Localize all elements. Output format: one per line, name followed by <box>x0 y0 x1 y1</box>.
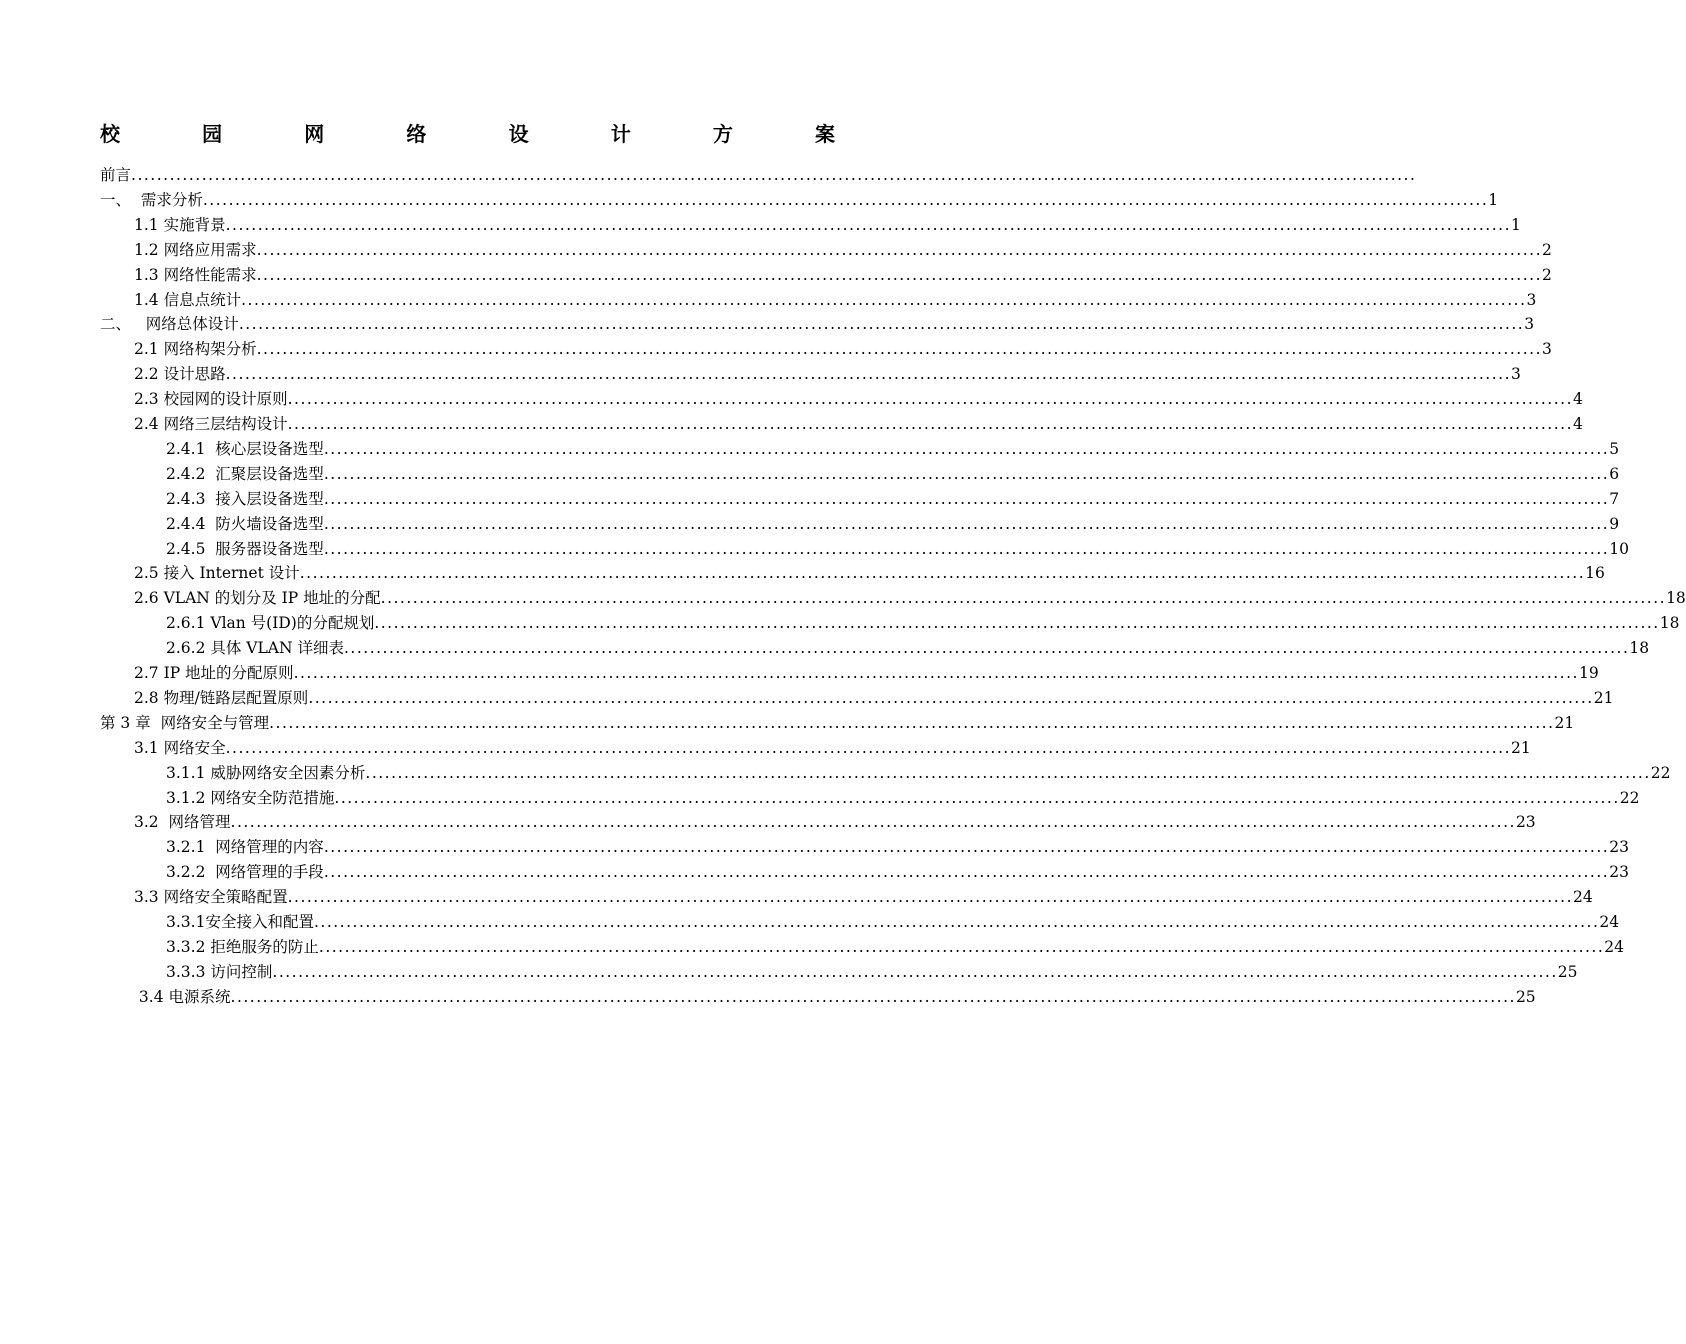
toc-entry[interactable] <box>134 387 1583 412</box>
toc-entry-page-number: 24 <box>1604 937 1625 956</box>
toc-entry[interactable] <box>134 238 1552 263</box>
toc-entry-number: 2.4.2 <box>166 464 216 483</box>
toc-entry[interactable] <box>134 686 1614 711</box>
toc-entry-page-number: 18 <box>1666 589 1686 608</box>
title-char: 络 <box>406 122 427 146</box>
toc-entry[interactable] <box>166 611 1680 636</box>
toc-entry-title: Vlan 号(ID)的分配规划 <box>210 614 375 633</box>
toc-entry-title: 物理/链路层配置原则 <box>163 688 309 707</box>
toc-entry-title: 具体 VLAN 详细表 <box>210 639 344 658</box>
toc-entry-number: 3.1.2 <box>166 788 211 807</box>
toc-entry-number: 1.2 <box>134 240 164 259</box>
toc-entry-number: 2.4 <box>134 415 164 433</box>
toc-entry-page-number: 22 <box>1619 788 1640 807</box>
toc-entry-number: 3.1.1 <box>166 763 211 782</box>
toc-entry[interactable] <box>134 288 1537 313</box>
toc-entry-page-number: 23 <box>1609 838 1629 857</box>
toc-entry[interactable] <box>134 586 1686 611</box>
toc-entry-page-number: 9 <box>1609 514 1620 533</box>
toc-entry[interactable] <box>134 810 1536 835</box>
toc-entry-title: VLAN 的划分及 IP 地址的分配 <box>163 589 381 608</box>
toc-entry-number: 2.3 <box>134 390 164 409</box>
toc-entry-title: IP 地址的分配原则 <box>163 664 294 682</box>
toc-entry-title: 网络三层结构设计 <box>163 415 288 433</box>
toc-leader-dots: ........................................................................................................................................................................................................ <box>238 315 1525 334</box>
toc-entry[interactable] <box>134 362 1521 387</box>
toc-entry[interactable] <box>100 711 1575 736</box>
toc-entry-number: 2.4.5 <box>166 539 216 558</box>
toc-entry-page-number: 3 <box>1542 340 1552 359</box>
toc-entry-title: 汇聚层设备选型 <box>215 464 324 483</box>
toc-entry-page-number: 21 <box>1554 713 1575 732</box>
toc-entry-number: 第 3 章 <box>100 713 161 732</box>
toc-entry-page-number: 4 <box>1573 415 1583 433</box>
toc-entry-number: 2.4.4 <box>166 514 216 533</box>
toc-entry-title: 网络管理 <box>168 813 231 832</box>
toc-leader-dots: ........................................................................................................................................................................................................ <box>256 240 1542 259</box>
toc-leader-dots: ........................................................................................................................................................................................................ <box>269 713 1555 732</box>
toc-leader-dots: ........................................................................................................................................................................................................ <box>323 838 1610 857</box>
toc-entry[interactable] <box>166 960 1578 985</box>
toc-entry-title: 校园网的设计原则 <box>163 390 288 409</box>
toc-entry-number: 3.3.3 <box>166 962 211 981</box>
toc-entry-number: 2.4.1 <box>166 439 216 458</box>
toc-entry-number: 2.6 <box>134 589 164 608</box>
toc-entry-title: 网络安全策略配置 <box>163 888 288 907</box>
toc-entry-number: 2.6.1 <box>166 614 211 633</box>
toc-leader-dots: ........................................................................................................................................................................................................ <box>334 788 1620 807</box>
toc-leader-dots: ........................................................................................................................................................................................................ <box>241 290 1527 309</box>
toc-entry-page-number: 16 <box>1585 564 1605 583</box>
toc-leader-dots: ........................................................................................................................................................................................................ <box>299 564 1586 583</box>
toc-entry[interactable] <box>166 935 1625 960</box>
toc-leader-dots: ........................................................................................................................................................................................................ <box>293 664 1579 682</box>
toc-leader-dots: ........................................................................................................................................................................................................ <box>323 464 1610 483</box>
toc-entry-page-number: 19 <box>1578 664 1599 682</box>
toc-entry-title: 拒绝服务的防止 <box>210 937 319 956</box>
toc-entry-page-number: 2 <box>1542 240 1552 259</box>
toc-entry-title: 网络构架分析 <box>163 340 257 359</box>
toc-entry-page-number: 1 <box>1511 215 1521 234</box>
toc-entry-page-number: 24 <box>1599 913 1620 931</box>
toc-entry-title: 网络安全防范措施 <box>210 788 335 807</box>
toc-entry[interactable] <box>134 213 1521 238</box>
toc-entry[interactable] <box>134 263 1552 288</box>
toc-entry-title: 核心层设备选型 <box>215 439 324 458</box>
toc-leader-dots: ........................................................................................................................................................................................................ <box>287 390 1573 409</box>
toc-entry-page-number: 25 <box>1557 962 1578 981</box>
toc-entry[interactable] <box>100 188 1499 213</box>
toc-entry[interactable] <box>134 412 1583 437</box>
title-char: 案 <box>814 122 835 146</box>
toc-entry-page-number: 3 <box>1511 365 1521 384</box>
toc-leader-dots: ........................................................................................................................................................................................................ <box>323 489 1610 508</box>
toc-entry-title: 网络安全与管理 <box>160 713 270 732</box>
toc-entry[interactable] <box>100 163 1417 188</box>
toc-entry-title: 网络性能需求 <box>163 265 257 284</box>
toc-entry-page-number: 23 <box>1609 863 1629 882</box>
toc-entry-number: 一、 <box>100 190 132 209</box>
toc-entry-title: 信息点统计 <box>163 290 242 309</box>
toc-entry[interactable] <box>134 661 1599 686</box>
toc-entry-title: 电源系统 <box>168 987 231 1006</box>
toc-entry[interactable] <box>166 512 1620 537</box>
toc-entry-title: 网络应用需求 <box>163 240 257 259</box>
toc-entry[interactable] <box>166 860 1629 885</box>
toc-entry-number: 2.1 <box>134 340 164 359</box>
toc-leader-dots: ........................................................................................................................................................................................................ <box>308 688 1594 707</box>
toc-leader-dots: ........................................................................................................................................................................................................ <box>318 937 1605 956</box>
toc-entry-title: 服务器设备选型 <box>215 539 324 558</box>
toc-entry-page-number: 10 <box>1609 539 1629 558</box>
toc-entry-title: 网络总体设计 <box>131 315 239 334</box>
toc-entry-page-number: 18 <box>1659 614 1680 633</box>
toc-entry-number: 2.8 <box>134 688 164 707</box>
title-char: 园 <box>202 122 223 146</box>
toc-entry[interactable] <box>134 885 1593 910</box>
title-char: 设 <box>508 122 529 146</box>
toc-entry-number: 3.4 <box>134 987 169 1006</box>
toc-entry-title: 访问控制 <box>210 962 273 981</box>
toc-leader-dots: ........................................................................................................................................................................................................ <box>225 215 1511 234</box>
toc-entry-number: 2.4.3 <box>166 489 216 508</box>
toc-entry-title: 安全接入和配置 <box>205 913 314 931</box>
toc-entry-number: 前言 <box>100 166 132 184</box>
toc-leader-dots: ........................................................................................................................................................................................................ <box>131 166 1417 184</box>
toc-entry-page-number: 24 <box>1573 888 1593 907</box>
toc-entry-page-number: 6 <box>1609 464 1620 483</box>
toc-entry-page-number: 5 <box>1609 439 1620 458</box>
toc-entry-number: 1.1 <box>134 215 164 234</box>
toc-entry-page-number: 7 <box>1609 489 1620 508</box>
toc-entry-title: 网络管理的手段 <box>215 863 324 882</box>
title-char: 计 <box>610 122 631 146</box>
toc-entry[interactable] <box>134 985 1536 1010</box>
toc-entry-title: 实施背景 <box>163 215 226 234</box>
toc-entry-page-number: 22 <box>1650 763 1671 782</box>
toc-entry-page-number: 25 <box>1515 987 1536 1006</box>
toc-leader-dots: ........................................................................................................................................................................................................ <box>272 962 1558 981</box>
toc-entry-page-number: 3 <box>1526 290 1537 309</box>
toc-entry-number: 3.3 <box>134 888 164 907</box>
toc-entry[interactable] <box>166 910 1620 935</box>
toc-leader-dots: ........................................................................................................................................................................................................ <box>323 514 1610 533</box>
toc-entry-page-number: 18 <box>1629 639 1650 658</box>
toc-leader-dots: ........................................................................................................................................................................................................ <box>230 813 1516 832</box>
toc-entry-number: 2.5 <box>134 564 164 583</box>
toc-leader-dots: ........................................................................................................................................................................................................ <box>374 614 1660 633</box>
toc-leader-dots: ........................................................................................................................................................................................................ <box>313 913 1600 931</box>
toc-entry-number: 3.3.1 <box>166 913 206 931</box>
toc-entry[interactable] <box>134 736 1531 761</box>
toc-leader-dots: ........................................................................................................................................................................................................ <box>202 190 1489 209</box>
toc-entry-title: 接入 Internet 设计 <box>163 564 300 583</box>
toc-entry-number: 3.2.2 <box>166 863 216 882</box>
toc-entry-title: 防火墙设备选型 <box>215 514 324 533</box>
toc-entry[interactable] <box>166 537 1629 562</box>
toc-entry-page-number: 21 <box>1593 688 1614 707</box>
title-char: 校 <box>100 122 120 146</box>
toc-entry-number: 1.3 <box>134 265 164 284</box>
toc-leader-dots: ........................................................................................................................................................................................................ <box>323 439 1610 458</box>
title-char: 网 <box>304 122 325 146</box>
toc-entry-page-number: 1 <box>1488 190 1499 209</box>
toc-entry-page-number: 4 <box>1573 390 1583 409</box>
toc-entry-page-number: 2 <box>1542 265 1552 284</box>
toc-entry-number: 二、 <box>100 315 132 334</box>
toc-entry-title: 设计思路 <box>163 365 226 384</box>
toc-entry[interactable] <box>134 337 1552 362</box>
toc-entry-number: 3.2.1 <box>166 838 216 857</box>
toc-entry-title: 接入层设备选型 <box>215 489 324 508</box>
toc-entry-number: 2.2 <box>134 365 164 384</box>
toc-entry-title: 需求分析 <box>131 190 203 209</box>
toc-entry-number: 3.1 <box>134 738 164 757</box>
toc-leader-dots: ........................................................................................................................................................................................................ <box>287 415 1573 433</box>
toc-entry[interactable] <box>166 636 1650 661</box>
toc-leader-dots: ........................................................................................................................................................................................................ <box>323 863 1610 882</box>
toc-leader-dots: ........................................................................................................................................................................................................ <box>323 539 1610 558</box>
toc-leader-dots: ........................................................................................................................................................................................................ <box>380 589 1667 608</box>
toc-entry[interactable] <box>134 561 1605 586</box>
toc-entry[interactable] <box>100 312 1535 337</box>
document-title <box>100 121 835 147</box>
toc-leader-dots: ........................................................................................................................................................................................................ <box>256 340 1542 359</box>
toc-entry[interactable] <box>166 462 1620 487</box>
toc-leader-dots: ........................................................................................................................................................................................................ <box>365 763 1651 782</box>
toc-entry-number: 3.3.2 <box>166 937 211 956</box>
toc-entry[interactable] <box>166 835 1629 860</box>
toc-entry-number: 1.4 <box>134 290 164 309</box>
toc-entry-title: 网络安全 <box>163 738 226 757</box>
toc-leader-dots: ........................................................................................................................................................................................................ <box>225 365 1511 384</box>
toc-entry-number: 3.2 <box>134 813 169 832</box>
toc-leader-dots: ........................................................................................................................................................................................................ <box>225 738 1511 757</box>
toc-entry-page-number: 3 <box>1524 315 1535 334</box>
toc-leader-dots: ........................................................................................................................................................................................................ <box>343 639 1630 658</box>
toc-entry-title: 威胁网络安全因素分析 <box>210 763 366 782</box>
toc-entry[interactable] <box>166 437 1620 462</box>
toc-entry[interactable] <box>166 487 1620 512</box>
toc-entry-page-number: 23 <box>1515 813 1536 832</box>
toc-leader-dots: ........................................................................................................................................................................................................ <box>287 888 1573 907</box>
toc-entry[interactable] <box>166 786 1640 811</box>
toc-entry-number: 2.7 <box>134 664 164 682</box>
toc-entry[interactable] <box>166 761 1671 786</box>
toc-leader-dots: ........................................................................................................................................................................................................ <box>256 265 1542 284</box>
toc-entry-title: 网络管理的内容 <box>215 838 324 857</box>
toc-entry-number: 2.6.2 <box>166 639 211 658</box>
toc-leader-dots: ........................................................................................................................................................................................................ <box>230 987 1516 1006</box>
title-char: 方 <box>712 122 733 146</box>
toc-entry-page-number: 21 <box>1511 738 1531 757</box>
